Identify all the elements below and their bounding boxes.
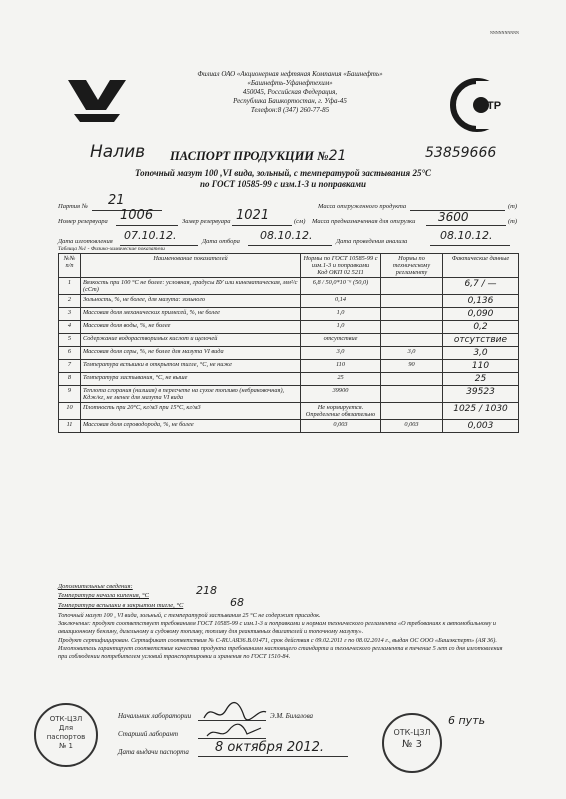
shipped-mass-label: Масса отгруженного продукта [318, 203, 407, 210]
stamp-text: ОТК-ЦЗЛ [393, 728, 431, 737]
issue-date-value: 8 октября 2012. [215, 740, 325, 755]
company-logo [66, 70, 128, 125]
cell-tr [381, 308, 443, 321]
header-line: Республика Башкортостан, г. Уфа-45 [233, 97, 347, 105]
cell-num: 3 [59, 308, 81, 321]
cell-name: Теплота сгорания (низшая) в пересчете на сухое топливо (небраковочная), Кдж/кг, не менее для мазута VI вида [81, 386, 301, 403]
notes-block [58, 612, 508, 661]
table-row [59, 321, 519, 334]
batch-label: Партия № [58, 203, 88, 210]
cell-gost: 6,8 / 50,0*10⁻⁶ (50,0) [301, 278, 381, 295]
svg-text:ТР: ТР [487, 100, 502, 112]
sample-date-label: Дата отбора [202, 238, 240, 245]
cell-gost: 1,0 [301, 308, 381, 321]
cell-name: Зольность, %, не более, для мазута: зольного [81, 295, 301, 308]
cell-tr [381, 321, 443, 334]
cell-fact: отсутствие [443, 334, 519, 347]
cell-fact: 25 [443, 373, 519, 386]
col-name: Наименование показателей [81, 254, 301, 278]
table-row [59, 347, 519, 360]
stamp-text: № 3 [402, 739, 422, 750]
table-row [59, 278, 519, 295]
cell-gost: 0,003 [301, 420, 381, 433]
cell-gost: 1,0 [301, 321, 381, 334]
cell-gost: 110 [301, 360, 381, 373]
stamp-left [34, 703, 98, 767]
boil-temp-label: Температура начала кипения, [58, 592, 141, 599]
analysis-date-label: Дата проведения анализа [336, 238, 408, 245]
table-row [59, 308, 519, 321]
cell-tr [381, 334, 443, 347]
title-text: ПАСПОРТ ПРОДУКЦИИ [170, 149, 315, 163]
table-row [59, 403, 519, 420]
table-row [59, 360, 519, 373]
cell-fact: 0,136 [443, 295, 519, 308]
cell-gost: 39900 [301, 386, 381, 403]
cell-name: Содержание водорастворимых кислот и щелочей [81, 334, 301, 347]
cell-tr: 0,003 [381, 420, 443, 433]
table-header-row [59, 254, 519, 278]
note: Изготовитель гарантирует соответствие качества продукта требованиям настоящего стандарта и технического регламента в течение 5 лет со дня изготовления при соблюдении потребителем условий транспортировки и хранения по ГОСТ 1510-84. [58, 644, 503, 661]
subtitle-2: по ГОСТ 10585-99 с изм.1-3 и поправками [199, 179, 367, 189]
cell-tr [381, 278, 443, 295]
cell-tr [381, 403, 443, 420]
stamp-text: ОТК-ЦЗЛ [49, 715, 83, 723]
intended-mass-value: 3600 [438, 210, 469, 224]
cell-tr [381, 386, 443, 403]
company-header [140, 70, 440, 115]
cell-num: 2 [59, 295, 81, 308]
batch-value: 21 [108, 193, 125, 208]
cell-name: Массовая доля сероводорода, %, не более [81, 420, 301, 433]
okp-code: Код ОКП 02 5211 [317, 269, 364, 276]
boil-temp-value: 218 [196, 584, 217, 597]
header-line: Филиал ОАО «Акционерная нефтяная Компания «Башнефть» [197, 70, 383, 78]
cell-num: 11 [59, 420, 81, 433]
handwritten-note-left: Налив [90, 142, 146, 162]
cell-fact: 0,090 [443, 308, 519, 321]
note: Топочный мазут 100 , VI вида, зольный, с температурой застывания 25 °С не содержит присадок. [58, 612, 321, 619]
header-line: Телефон:8 (347) 260-77-85 [250, 106, 330, 114]
intended-mass-unit: (т) [508, 218, 518, 225]
header-line: 450045, Российская Федерация, [242, 88, 338, 96]
chief-label: Начальник лаборатории [118, 712, 192, 720]
col-gost [301, 254, 381, 278]
stamp-right [382, 713, 442, 773]
analysis-date-value: 08.10.12. [440, 229, 493, 242]
senior-label: Старший лаборант [118, 730, 179, 738]
cell-gost: Не нормируется. Определение обязательно [301, 403, 381, 420]
cell-num: 9 [59, 386, 81, 403]
sample-date-value: 08.10.12. [260, 229, 313, 242]
cell-gost: отсутствие [301, 334, 381, 347]
subtitle-1: Топочный мазут 100 ,VI вида, зольный, с температурой застывания 25°С [134, 168, 432, 178]
cell-tr [381, 295, 443, 308]
cell-fact: 6,7 / — [443, 278, 519, 295]
cell-fact: 1025 / 1030 [443, 403, 519, 420]
flash-closed-label: Температура вспышки в закрытом тигле, °С [58, 602, 184, 609]
cell-tr: 3,0 [381, 347, 443, 360]
passport-no-label: № [317, 149, 329, 163]
tank-level-unit: (см) [294, 218, 306, 225]
tank-level-value: 1021 [236, 208, 270, 223]
stamp-text: Для [58, 724, 74, 732]
issue-date-label: Дата выдачи паспорта [118, 748, 189, 756]
cell-gost: 3,0 [301, 347, 381, 360]
passport-no: 21 [328, 148, 347, 164]
table-row [59, 373, 519, 386]
flash-closed-value: 68 [230, 596, 244, 609]
boil-temp [58, 592, 149, 599]
table-row [59, 295, 519, 308]
boil-temp-unit: °С [142, 592, 149, 599]
note: Заключение: продукт соответствует требованиям ГОСТ 10585-99 с изм.1-3 и поправками и нормам технического регламента «О требованиях к автомобильному и авиационному бензину, дизельному и судовому топливу, топливу для реактивных двигателей и топочному мазуту». [58, 620, 496, 636]
cell-fact: 39523 [443, 386, 519, 403]
tank-level-label: Замер резервуара [182, 218, 231, 225]
shipped-mass-unit: (т) [508, 203, 518, 210]
extra-label: Дополнительные сведения: [58, 583, 133, 590]
cell-fact: 110 [443, 360, 519, 373]
corner-code: NNNNNNNNNN [490, 30, 519, 35]
note: Продукт сертифицирован. Сертификат соответствия № С-RU.АЯ36.В.01471, срок действия с 09.02.2011 г по 08.02.2014 г., выдан ОС ООО «Башэксперт» (АЯ 36). [58, 636, 497, 644]
stamp-text: паспортов [46, 733, 86, 741]
cell-name: Температура застывания, °С, не выше [81, 373, 301, 386]
made-date-label: Дата изготовления [58, 238, 113, 245]
table-row [59, 420, 519, 433]
table-row [59, 386, 519, 403]
col-fact: Фактические данные [443, 254, 519, 278]
certification-mark-icon [450, 78, 504, 132]
cell-tr: 90 [381, 360, 443, 373]
cell-name: Массовая доля серы, %, не более для мазута VI вида [81, 347, 301, 360]
cell-fact: 0,003 [443, 420, 519, 433]
senior-signature-icon [205, 722, 265, 742]
header-line: «Башнефть-Уфанефтехим» [247, 79, 333, 87]
gost-header-text: Нормы по ГОСТ 10585-99 с изм.1-3 и поправками [303, 255, 378, 269]
cell-name: Массовая доля воды, %, не более [81, 321, 301, 334]
cell-name: Вязкость при 100 °С не более: условная, градусы ВУ или кинематическая, мм²/с (сСт) [81, 278, 301, 295]
cell-gost: 0,14 [301, 295, 381, 308]
made-date-value: 07.10.12. [124, 229, 177, 242]
cell-num: 1 [59, 278, 81, 295]
cell-tr [381, 373, 443, 386]
cell-gost: 25 [301, 373, 381, 386]
cell-fact: 3,0 [443, 347, 519, 360]
chief-name: Э.М. Билалова [270, 712, 314, 720]
col-tr: Нормы по техническому регламенту [381, 254, 443, 278]
table-row [59, 334, 519, 347]
cell-num: 4 [59, 321, 81, 334]
tank-value: 1006 [120, 208, 154, 223]
table-caption: Таблица №1 - Физико-химические показатели [58, 246, 165, 252]
stamp-text: № 1 [59, 742, 73, 750]
stamp-note: 6 путь [448, 714, 486, 727]
intended-mass-label: Масса предназначенная для отгрузки [312, 218, 416, 225]
spec-table [58, 253, 519, 433]
cell-name: Массовая доля механических примесей, %, не более [81, 308, 301, 321]
cell-num: 7 [59, 360, 81, 373]
cell-num: 8 [59, 373, 81, 386]
col-num: №№ п/п [59, 254, 81, 278]
tank-label: Номер резервуара [58, 218, 108, 225]
cell-name: Температура вспышки в открытом тигле, °С, не ниже [81, 360, 301, 373]
cell-num: 10 [59, 403, 81, 420]
cell-num: 5 [59, 334, 81, 347]
cell-num: 6 [59, 347, 81, 360]
page-title [170, 148, 346, 164]
cell-fact: 0,2 [443, 321, 519, 334]
cell-name: Плотность при 20°С, кг/м3 при 15°С, кг/м3 [81, 403, 301, 420]
handwritten-note-right: 53859666 [425, 145, 497, 161]
